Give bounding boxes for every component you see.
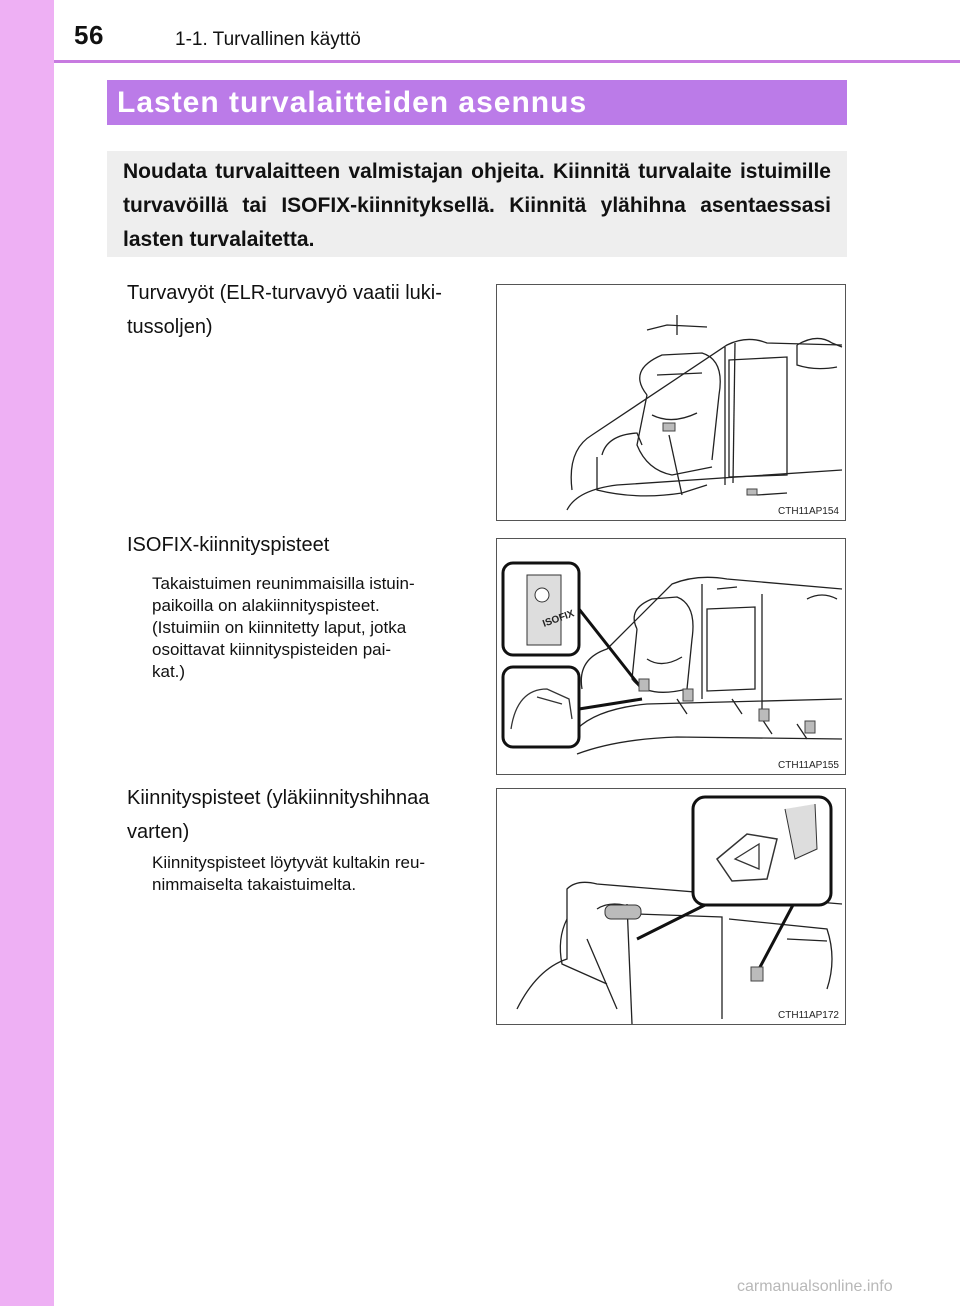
figure-code: CTH11AP154: [775, 506, 839, 517]
watermark: carmanualsonline.info: [737, 1278, 893, 1295]
figure-isofix-anchors: [496, 538, 846, 775]
figure-code: CTH11AP172: [775, 1010, 839, 1021]
figure-top-tether-anchors: [496, 788, 846, 1025]
intro-box: Noudata turvalaitteen valmistajan ohjeita. Kiinnitä turvalaite istuimille turvavöillä tai ISOFIX-kiinnityksellä. Kiinnitä ylähihna asentaessasi lasten turvalaitetta.: [107, 151, 847, 257]
seatbelt-child-seat-illustration: [497, 285, 845, 520]
item-2-title: ISOFIX-kiinnityspisteet: [127, 534, 330, 556]
item-1-title: Turvavyöt (ELR-turvavyö vaatii luki- tussoljen): [127, 282, 442, 338]
side-color-band: [0, 0, 54, 1306]
page-number: 56: [74, 20, 104, 50]
item-3-body: Kiinnityspisteet löytyvät kultakin reu- nimmaiselta takaistuimelta.: [152, 853, 426, 894]
isofix-tag-label: ISOFIX: [541, 608, 576, 630]
figure-seatbelt-child-seat: [496, 284, 846, 521]
page-title: Lasten turvalaitteiden asennus: [107, 80, 847, 125]
isofix-anchors-illustration: [497, 539, 845, 774]
header-rule: [54, 60, 960, 63]
anchor-bar-callout: [503, 667, 579, 747]
item-2-body: Takaistuimen reunimmaisilla istuin- paikoilla on alakiinnityspisteet. (Istuimiin on kiinnitetty laput, jotka osoittavat kiinnityspisteiden pai- kat.): [152, 574, 415, 681]
top-tether-anchors-illustration: [497, 789, 845, 1024]
section-path: 1-1. Turvallinen käyttö: [175, 29, 361, 50]
figure-code: CTH11AP155: [775, 760, 839, 771]
item-3-title: Kiinnityspisteet (yläkiinnityshihnaa varten): [127, 787, 430, 843]
